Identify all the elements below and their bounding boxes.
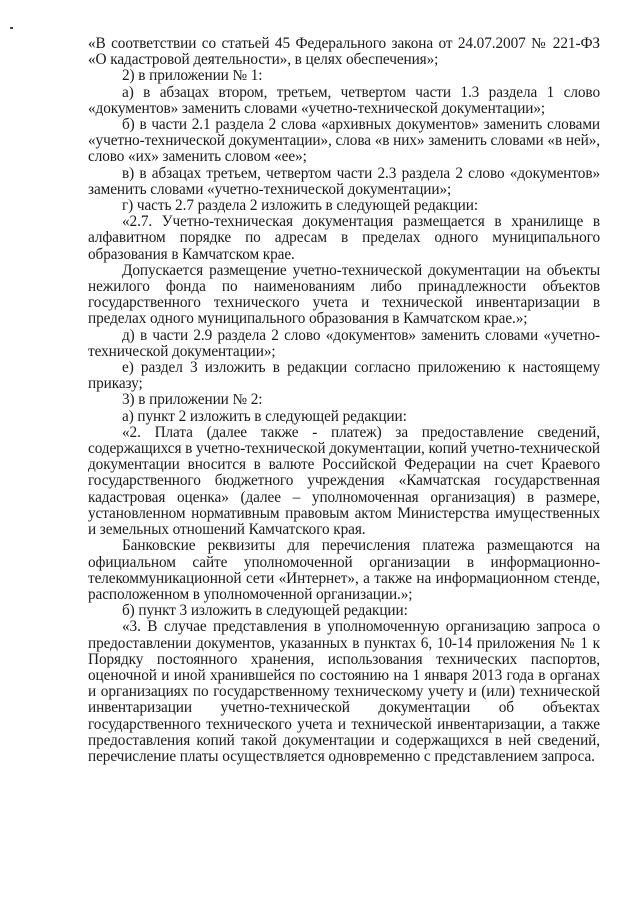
paragraph-2d: д) в части 2.9 раздела 2 слово «документов» заменить словами «учетно-технической документации»; xyxy=(88,326,600,360)
paragraph-2a: а) в абзацах втором, третьем, четвертом части 1.3 раздела 1 слово «документов» заменить словами «учетно-технической документации»; xyxy=(88,83,600,117)
paragraph-item-3: 3) в приложении № 2: xyxy=(122,391,263,409)
scan-mark xyxy=(10,27,13,29)
paragraph-2g: г) часть 2.7 раздела 2 изложить в следующей редакции: xyxy=(122,197,479,215)
paragraph-2e: е) раздел 3 изложить в редакции согласно приложению к настоящему приказу; xyxy=(88,359,600,393)
paragraph-3b: б) пункт 3 изложить в следующей редакции: xyxy=(122,602,408,620)
paragraph-2-7-allowance: Допускается размещение учетно-технической документации на объекты нежилого фонда по наименованиям либо принадлежности объектов государственного технического учета и технической инвентаризации в пределах одного муниципального образования в Камчатском крае.»; xyxy=(88,261,600,328)
paragraph-item-2: 2) в приложении № 1: xyxy=(122,67,263,85)
paragraph-point-3-text: «3. В случае представления в уполномоченную организацию запроса о предоставлении документов, указанных в пунктах 6, 10-14 приложения № 1 к Порядку постоянного хранения, использования технических паспортов, оценочной и иной хранившейся по состоянию на 1 января 2013 года в органах и организациях по государственному техническому учету и (или) технической инвентаризации учетно-технической документации об объектах государственного технического учета и технической инвентаризации, а также предоставления копий такой документации и содержащихся в ней сведений, перечисление платы осуществляется одновременно с представлением запроса. xyxy=(88,618,600,765)
paragraph-intro: «В соответствии со статьей 45 Федерального закона от 24.07.2007 № 221-ФЗ «О кадастровой деятельности», в целях обеспечения»; xyxy=(88,35,600,69)
paragraph-2-7-text: «2.7. Учетно-техническая документация размещается в хранилище в алфавитном порядке по адресам в пределах одного муниципального образования в Камчатском крае. xyxy=(88,213,600,263)
paragraph-2v: в) в абзацах третьем, четвертом части 2.3 раздела 2 слово «документов» заменить словами «учетно-технической документации»; xyxy=(88,164,600,198)
paragraph-fee-text: «2. Плата (далее также - платеж) за предоставление сведений, содержащихся в учетно-технической документации, копий учетно-технической документации вносится в валюте Российской Федерации на счет Краевого государственного бюджетного учреждения «Камчатская государственная кадастровая оценка» (далее – уполномоченная организация) в размере, установленном нормативным правовым актом Министерства имущественных и земельных отношений Камчатского края. xyxy=(88,423,600,539)
paragraph-2b: б) в части 2.1 раздела 2 слова «архивных документов» заменить словами «учетно-технической документации», слова «в них» заменить словами «в ней», слово «их» заменить словом «ее»; xyxy=(88,116,600,166)
paragraph-bank-details: Банковские реквизиты для перечисления платежа размещаются на официальном сайте уполномоченной организации в информационно-телекоммуникационной сети «Интернет», а также на информационном стенде, расположенном в уполномоченной организации.»; xyxy=(88,537,600,603)
paragraph-3a: а) пункт 2 изложить в следующей редакции: xyxy=(122,407,407,425)
